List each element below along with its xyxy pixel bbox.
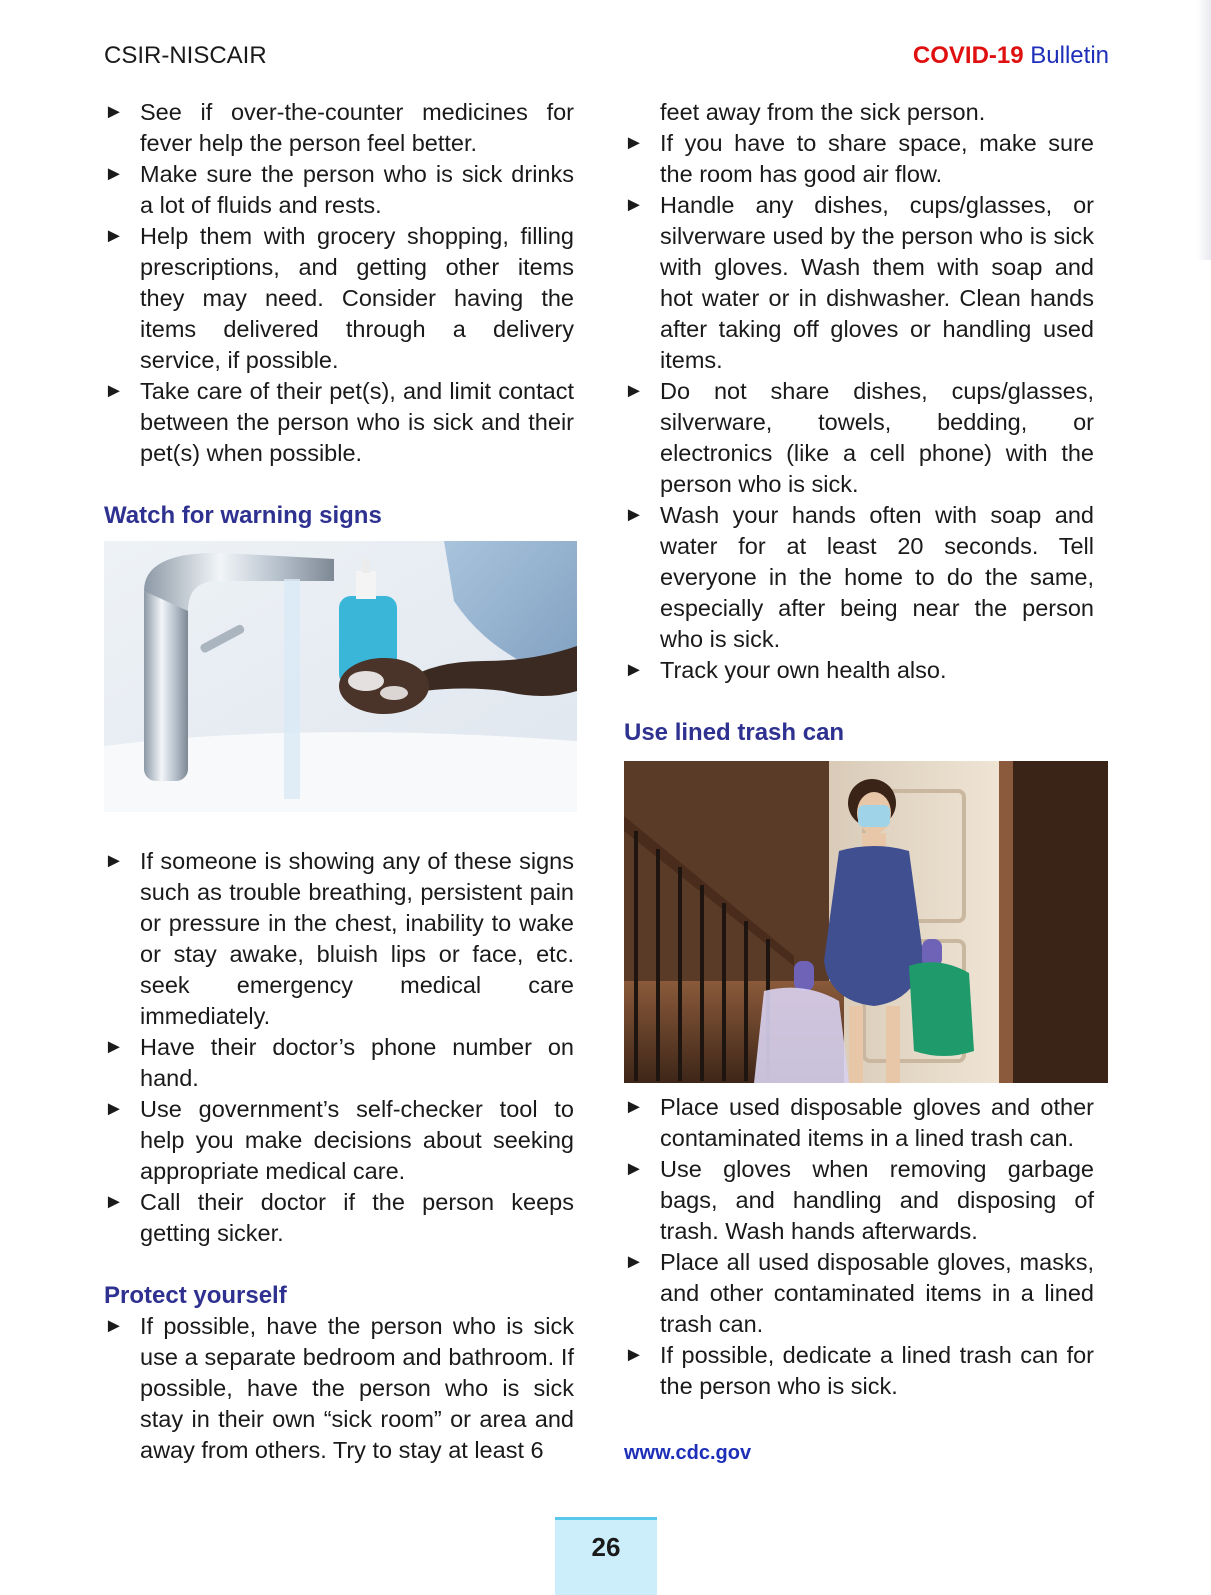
bullet-arrow-icon: ► bbox=[624, 1096, 644, 1118]
list-item: ► Use gloves when removing garbage bags, and handling and disposing of trash. Wash hands afterwards. bbox=[624, 1156, 1094, 1244]
bullet-arrow-icon: ► bbox=[624, 194, 644, 216]
trash-bag-photo bbox=[624, 761, 1108, 1083]
bullet-arrow-icon: ► bbox=[104, 850, 124, 872]
list-item: ► Take care of their pet(s), and limit contact between the person who is sick and their pet(s) when possible. bbox=[104, 378, 574, 466]
trash-bag-illustration bbox=[624, 761, 1108, 1083]
list-item: ► If possible, have the person who is sick use a separate bedroom and bathroom. If possible, have the person who is sick stay in their own “sick room” or area and away from others. Try to stay at least 6 bbox=[104, 1313, 574, 1463]
bullet-arrow-icon: ► bbox=[104, 101, 124, 123]
list-item: ► Place used disposable gloves and other contaminated items in a lined trash can. bbox=[624, 1094, 1094, 1151]
bullet-list-trash bbox=[624, 1092, 1094, 1402]
bullet-arrow-icon: ► bbox=[104, 380, 124, 402]
right-column bbox=[624, 97, 1094, 1469]
list-item: ► Handle any dishes, cups/glasses, or silverware used by the person who is sick with gloves. Wash them with soap and hot water or in dishwasher. Clean hands after taking off gloves or handling used items. bbox=[624, 192, 1094, 373]
list-item: ► Call their doctor if the person keeps getting sicker. bbox=[104, 1189, 574, 1246]
list-item: ► Make sure the person who is sick drinks a lot of fluids and rests. bbox=[104, 161, 574, 218]
list-item: ► Place all used disposable gloves, masks, and other contaminated items in a lined trash can. bbox=[624, 1249, 1094, 1337]
list-item: ► Have their doctor’s phone number on hand. bbox=[104, 1034, 574, 1091]
bullet-arrow-icon: ► bbox=[104, 1191, 124, 1213]
bullet-arrow-icon: ► bbox=[104, 163, 124, 185]
page-number: 26 bbox=[591, 1532, 621, 1562]
source-link[interactable]: www.cdc.gov bbox=[624, 1442, 752, 1464]
bullet-list-warning bbox=[104, 846, 574, 1249]
bullet-arrow-icon: ► bbox=[624, 659, 644, 681]
list-item: ► Track your own health also. bbox=[624, 655, 1094, 686]
bullet-arrow-icon: ► bbox=[624, 1158, 644, 1180]
list-item: ► If someone is showing any of these signs such as trouble breathing, persistent pain or pressure in the chest, inability to wake or stay awake, bluish lips or face, etc. seek emergency medical care immediately. bbox=[104, 848, 574, 1029]
bullet-list-protect bbox=[104, 1311, 574, 1466]
handwashing-photo bbox=[104, 541, 577, 812]
list-item: ► Help them with grocery shopping, filling prescriptions, and getting other items they may need. Consider having the items delivered through a delivery service, if possible. bbox=[104, 223, 574, 373]
handwashing-illustration bbox=[104, 541, 577, 812]
list-item-continuation: feet away from the sick person. bbox=[660, 99, 986, 125]
header-org: CSIR-NISCAIR bbox=[104, 42, 267, 69]
list-item: ► If you have to share space, make sure the room has good air flow. bbox=[624, 130, 1094, 187]
header-title bbox=[913, 42, 1109, 70]
list-item: ► Do not share dishes, cups/glasses, silverware, towels, bedding, or electronics (like a cell phone) with the person who is sick. bbox=[624, 378, 1094, 497]
list-item: ► Use government’s self-checker tool to help you make decisions about seeking appropriate medical care. bbox=[104, 1096, 574, 1184]
left-column bbox=[104, 97, 574, 1466]
heading-warning-signs: Watch for warning signs bbox=[104, 502, 382, 529]
bullet-arrow-icon: ► bbox=[104, 1098, 124, 1120]
list-item: ► If possible, dedicate a lined trash can for the person who is sick. bbox=[624, 1342, 1094, 1399]
list-item: ► Wash your hands often with soap and water for at least 20 seconds. Tell everyone in the home to do the same, especially after being near the person who is sick. bbox=[624, 502, 1094, 652]
bullet-arrow-icon: ► bbox=[104, 1036, 124, 1058]
bullet-arrow-icon: ► bbox=[624, 1344, 644, 1366]
bullet-arrow-icon: ► bbox=[624, 1251, 644, 1273]
list-item: ► See if over-the-counter medicines for fever help the person feel better. bbox=[104, 99, 574, 156]
heading-lined-trash-can: Use lined trash can bbox=[624, 719, 845, 746]
bullet-list-care bbox=[104, 97, 574, 469]
header-bulletin: Bulletin bbox=[1030, 42, 1109, 69]
bullet-arrow-icon: ► bbox=[624, 504, 644, 526]
bullet-arrow-icon: ► bbox=[104, 225, 124, 247]
bullet-arrow-icon: ► bbox=[104, 1315, 124, 1337]
bullet-list-protect-continued bbox=[624, 97, 1094, 686]
bullet-arrow-icon: ► bbox=[624, 380, 644, 402]
page-edge-shadow bbox=[1197, 0, 1211, 260]
heading-protect-yourself: Protect yourself bbox=[104, 1282, 287, 1309]
header-brand: COVID-19 bbox=[912, 42, 1024, 69]
bullet-arrow-icon: ► bbox=[624, 132, 644, 154]
